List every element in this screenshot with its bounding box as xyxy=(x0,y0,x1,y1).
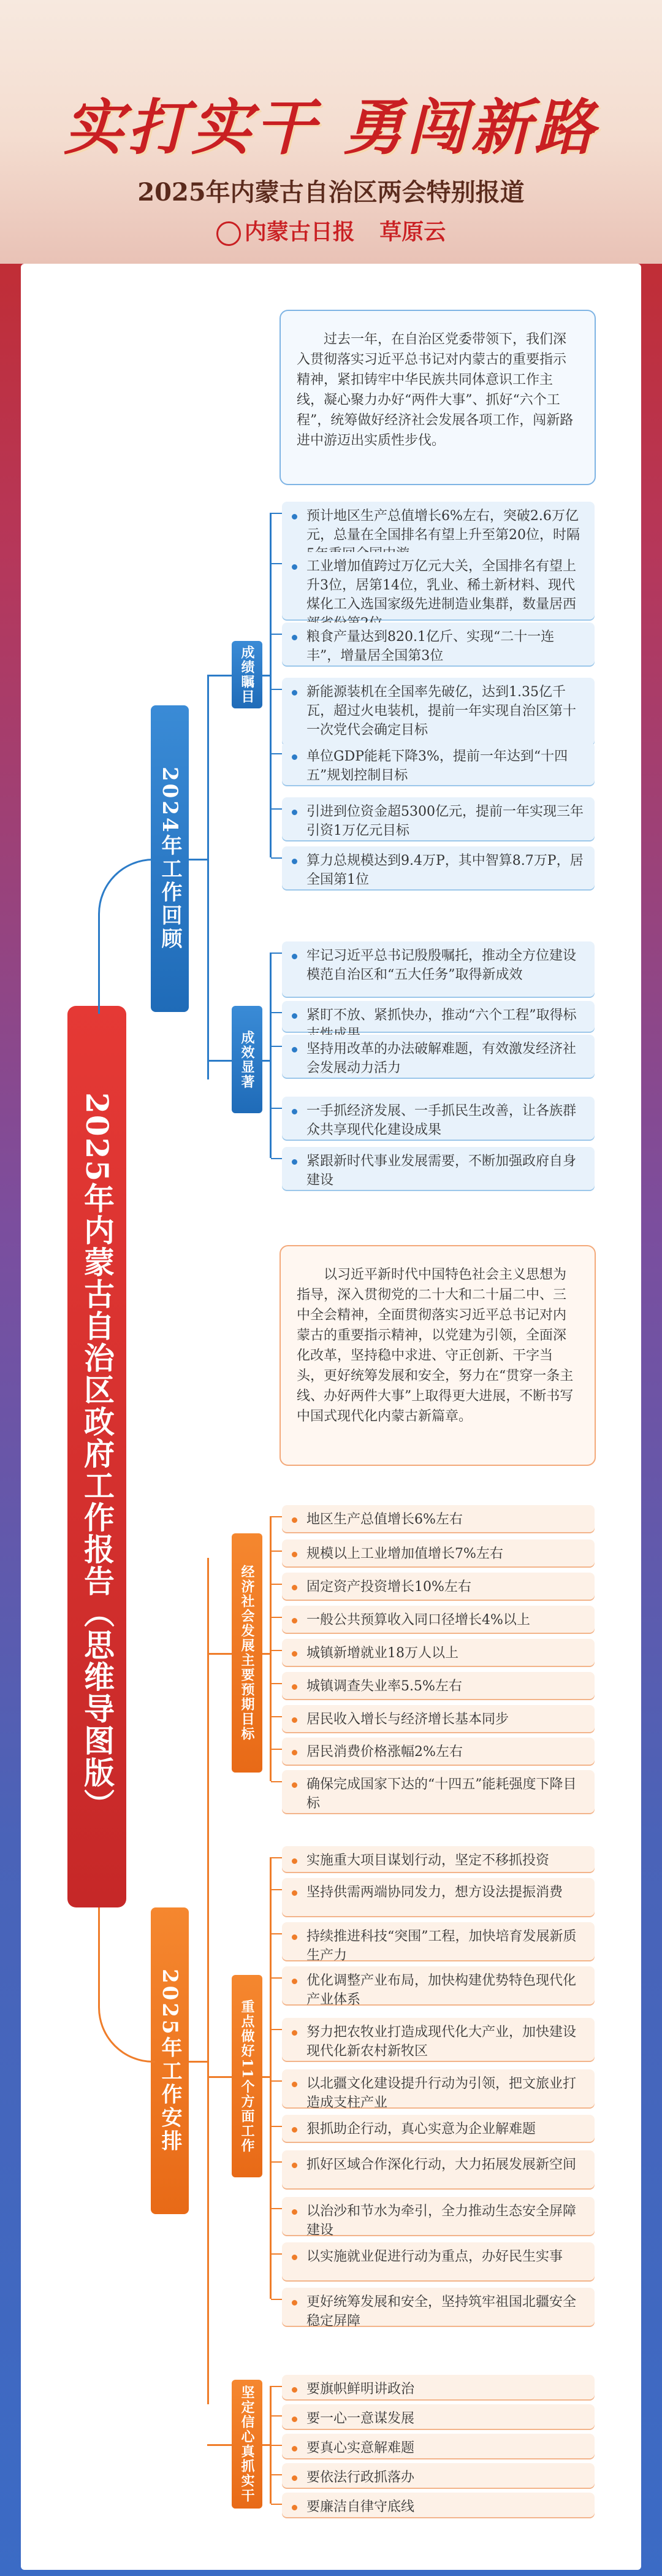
item-text: 居民收入增长与经济增长基本同步 xyxy=(306,1712,509,1727)
bullet-dot-icon xyxy=(292,1552,297,1557)
newspaper-logo-icon xyxy=(216,221,241,246)
bullet-dot-icon xyxy=(292,1934,297,1940)
section1-items-line-0 xyxy=(270,513,272,857)
section1-list-item xyxy=(282,1147,595,1190)
item-text: 一手抓经济发展、一手抓民生改善，让各族群众共享现代化建设成果 xyxy=(306,1103,577,1138)
item-text: 城镇新增就业18万人以上 xyxy=(306,1646,458,1661)
item-text: 单位GDP能耗下降3%，提前一年达到“十四五”规划控制目标 xyxy=(306,749,568,783)
item-text: 粮食产量达到820.1亿斤、实现“二十一连丰”，增量居全国第3位 xyxy=(306,629,555,664)
item-text: 地区生产总值增长6%左右 xyxy=(306,1512,463,1527)
banner-title: 实打实干 勇闯新路 xyxy=(63,93,599,163)
section1-list-item xyxy=(282,1001,595,1032)
section1-group-stub-1 xyxy=(262,1060,271,1062)
section1-group-label-1: 成效显著 xyxy=(232,1006,262,1113)
bullet-dot-icon xyxy=(292,690,297,696)
section2-list-item xyxy=(282,2404,595,2429)
media-logos xyxy=(0,215,662,246)
section2-list-item xyxy=(282,1846,595,1872)
bullet-dot-icon xyxy=(292,2475,297,2481)
section2-trunk-line xyxy=(207,1558,209,2404)
section2-list-item xyxy=(282,2150,595,2188)
section2-item-connector xyxy=(271,2415,282,2417)
section1-intro: 过去一年，在自治区党委带领下，我们深入贯彻落实习近平总书记对内蒙古的重要指示精神，紧扣铸牢中华民族共同体意识工作主线，凝心聚力办好“两件大事”、抓好“六个工程”，统筹做好经济社会发展各项工作，闯新路进中游迈出实质性步伐。 xyxy=(280,310,596,485)
item-text: 以北疆文化建设提升行动为引领，把文旅业打造成支柱产业 xyxy=(306,2076,577,2110)
bullet-dot-icon xyxy=(292,1684,297,1690)
section2-list-item xyxy=(282,2069,595,2110)
section2-item-connector xyxy=(271,2253,282,2255)
section1-list-item xyxy=(282,941,595,997)
bullet-dot-icon xyxy=(292,1890,297,1896)
section2-list-item xyxy=(282,2288,595,2329)
section2-item-connector xyxy=(271,1551,282,1552)
section2-item-connector xyxy=(271,1516,282,1517)
section1-list-item xyxy=(282,678,595,745)
section2-item-connector xyxy=(271,1977,282,1979)
item-text: 努力把农牧业打造成现代化大产业，加快建设现代化新农村新牧区 xyxy=(306,2025,577,2059)
section2-item-connector xyxy=(271,2299,282,2300)
section2-item-connector xyxy=(271,2126,282,2127)
bullet-dot-icon xyxy=(292,2417,297,2422)
section1-list-item xyxy=(282,1035,595,1078)
item-text: 抓好区域合作深化行动，大力拓展发展新空间 xyxy=(306,2157,577,2172)
banner-subtitle: 2025年内蒙古自治区两会特别报道 xyxy=(137,178,525,207)
item-text: 要一心一意谋发展 xyxy=(306,2411,415,2426)
item-text: 新能源装机在全国率先破亿，达到1.35亿千瓦，超过火电装机，提前一年实现自治区第十一次党代会确定目标 xyxy=(306,684,577,738)
bullet-dot-icon xyxy=(292,2505,297,2510)
section2-item-connector xyxy=(271,1584,282,1585)
section1-trunk-line xyxy=(207,675,209,1079)
bullet-dot-icon xyxy=(292,1858,297,1864)
item-text: 要真心实意解难题 xyxy=(306,2440,415,2456)
section2-list-item xyxy=(282,1922,595,1963)
section1-list-item xyxy=(282,797,595,840)
bullet-dot-icon xyxy=(292,1750,297,1755)
item-text: 算力总规模达到9.4万P，其中智算8.7万P，居全国第1位 xyxy=(306,853,584,887)
section1-group-label-0: 成绩瞩目 xyxy=(232,641,262,708)
section2-item-connector xyxy=(271,2208,282,2209)
section1-item-connector xyxy=(271,563,282,564)
bullet-dot-icon xyxy=(292,859,297,864)
section2-list-item xyxy=(282,2434,595,2458)
item-text: 优化调整产业布局，加快构建优势特色现代化产业体系 xyxy=(306,1973,577,2007)
section2-list-item xyxy=(282,1738,595,1765)
section2-item-connector xyxy=(271,1749,282,1750)
section2-list-item xyxy=(282,2463,595,2488)
item-text: 预计地区生产总值增长6%左右，突破2.6万亿元，总量在全国排名有望上升至第20位，时隔 xyxy=(306,508,580,543)
bullet-dot-icon xyxy=(292,810,297,815)
section2-list-item xyxy=(282,1878,595,1916)
section2-group-link-0 xyxy=(207,1653,232,1655)
item-text: 狠抓助企行动，真心实意为企业解难题 xyxy=(306,2122,536,2137)
section2-title: 2025年工作安排 xyxy=(151,1907,189,2214)
item-text: 城镇调查失业率5.5%左右 xyxy=(306,1679,462,1694)
center-title: 2025年内蒙古自治区政府工作报告（思维导图版） xyxy=(67,1006,126,1907)
bullet-dot-icon xyxy=(292,1013,297,1019)
section2-list-item xyxy=(282,1573,595,1600)
section2-list-item xyxy=(282,1505,595,1532)
bullet-dot-icon xyxy=(292,1109,297,1114)
section1-item-connector xyxy=(271,753,282,754)
section2-list-item xyxy=(282,1639,595,1666)
bullet-dot-icon xyxy=(292,2163,297,2168)
section2-group-label-1: 重点做好11个方面工作 xyxy=(232,1975,262,2177)
section1-list-item xyxy=(282,552,595,619)
section2-intro: 以习近平新时代中国特色社会主义思想为指导，深入贯彻党的二十大和二十届二中、三中全会精神，全面贯彻落实习近平总书记对内蒙古的重要指示精神，以党建为引领，全面深化改革，坚持稳中求进、守正创新、干字当头，更好统筹发展和安全，努力在“贯穿一条主线、办好两件大事”上取得更大进展，不断书写中国式现代化内蒙古新篇章。 xyxy=(280,1245,596,1466)
section2-item-connector xyxy=(271,2386,282,2387)
bullet-dot-icon xyxy=(292,2446,297,2451)
bullet-dot-icon xyxy=(292,1782,297,1788)
item-text: 实施重大项目谋划行动，坚定不移抓投资 xyxy=(306,1853,550,1868)
bullet-dot-icon xyxy=(292,1047,297,1052)
section1-list-item xyxy=(282,623,595,665)
section2-group-stub-1 xyxy=(262,2076,271,2078)
section1-item-connector xyxy=(271,1158,282,1159)
section1-item-connector xyxy=(271,1108,282,1109)
bullet-dot-icon xyxy=(292,1517,297,1523)
bullet-dot-icon xyxy=(292,1585,297,1590)
section1-item-connector xyxy=(271,953,282,954)
bullet-dot-icon xyxy=(292,1979,297,1984)
item-text: 紧跟新时代事业发展需要，不断加强政府自身建设 xyxy=(306,1154,577,1188)
bullet-dot-icon xyxy=(292,2387,297,2393)
section1-item-connector xyxy=(271,1012,282,1013)
section2-list-item xyxy=(282,1770,595,1813)
bullet-dot-icon xyxy=(292,2082,297,2087)
section2-group-stub-0 xyxy=(262,1653,271,1655)
section2-list-item xyxy=(282,2242,595,2280)
section1-title: 2024年工作回顾 xyxy=(151,705,189,1012)
logo-left: 内蒙古日报 xyxy=(216,219,355,245)
bullet-dot-icon xyxy=(292,514,297,519)
item-text: 牢记习近平总书记殷殷嘱托，推动全方位建设模范自治区和“五大任务”取得新成效 xyxy=(306,948,577,983)
item-text: 规模以上工业增加值增长7%左右 xyxy=(306,1546,503,1562)
item-text: 一般公共预算收入同口径增长4%以上 xyxy=(306,1612,530,1628)
section2-item-connector xyxy=(271,1857,282,1858)
item-text: 紧盯不放、紧抓快办，推动“六个工程”取得标 xyxy=(306,1008,577,1023)
section2-list-item xyxy=(282,2115,595,2142)
section1-group-link-0 xyxy=(207,675,232,677)
section1-trunk-link xyxy=(189,859,208,861)
bullet-dot-icon xyxy=(292,564,297,570)
bullet-dot-icon xyxy=(292,1159,297,1165)
item-text: 引进到位资金超5300亿元，提前一年实现三年引资1万亿元目标 xyxy=(306,804,584,838)
bullet-dot-icon xyxy=(292,2030,297,2036)
section2-item-connector xyxy=(271,1781,282,1782)
section2-group-label-2: 坚定信心真抓实干 xyxy=(232,2380,262,2509)
header-banner xyxy=(0,0,662,264)
section1-item-connector xyxy=(271,513,282,514)
item-text: 要旗帜鲜明讲政治 xyxy=(306,2382,415,2397)
bullet-dot-icon xyxy=(292,635,297,640)
section2-group-link-1 xyxy=(207,2076,232,2078)
section1-list-item xyxy=(282,742,595,785)
bullet-dot-icon xyxy=(292,1651,297,1657)
section1-items-line-1 xyxy=(270,953,272,1158)
section2-item-connector xyxy=(271,2474,282,2475)
item-text: 固定资产投资增长10%左右 xyxy=(306,1579,471,1595)
section1-list-item xyxy=(282,846,595,889)
section2-list-item xyxy=(282,1606,595,1633)
section1-group-link-1 xyxy=(207,1060,232,1062)
section2-item-connector xyxy=(271,1683,282,1684)
section2-item-connector xyxy=(271,2504,282,2505)
section2-item-connector xyxy=(271,2029,282,2030)
section2-list-item xyxy=(282,1705,595,1732)
item-text: 工业增加值跨过万亿元大关，全国排名有望上升3位，居第14位，乳业、稀土新材料、现代煤化工入选国家级先进制造业集群，数量居西 xyxy=(306,559,577,612)
item-text: 居民消费价格涨幅2%左右 xyxy=(306,1744,463,1760)
item-text: 坚持用改革的办法破解难题，有效激发经济社会发展动力活力 xyxy=(306,1041,577,1076)
section1-item-connector xyxy=(271,689,282,690)
section2-item-connector xyxy=(271,1617,282,1618)
item-text: 要依法行政抓落办 xyxy=(306,2470,415,2485)
section2-items-line-0 xyxy=(270,1516,272,1781)
bullet-dot-icon xyxy=(292,2300,297,2306)
section2-list-item xyxy=(282,1966,595,2007)
item-text: 更好统筹发展和安全，坚持筑牢祖国北疆安全稳定屏障 xyxy=(306,2294,577,2329)
item-text: 持续推进科技“突围”工程，加快培育发展新质生产力 xyxy=(306,1929,577,1963)
section2-list-item xyxy=(282,2375,595,2399)
section1-group-stub-0 xyxy=(262,675,271,677)
bullet-dot-icon xyxy=(292,2127,297,2133)
section2-item-connector xyxy=(271,1650,282,1651)
bullet-dot-icon xyxy=(292,2209,297,2215)
item-text: 以治沙和节水为牵引，全力推动生态安全屏障建设 xyxy=(306,2204,577,2238)
section2-item-connector xyxy=(271,2161,282,2163)
section2-group-stub-2 xyxy=(262,2444,271,2446)
item-text: 要廉洁自律守底线 xyxy=(306,2499,415,2515)
bullet-dot-icon xyxy=(292,1618,297,1623)
section2-item-connector xyxy=(271,1933,282,1934)
section1-item-connector xyxy=(271,1046,282,1047)
item-text: 确保完成国家下达的“十四五”能耗强度下降目标 xyxy=(306,1777,577,1811)
section2-list-item xyxy=(282,1672,595,1699)
section1-item-connector xyxy=(271,634,282,635)
bullet-dot-icon xyxy=(292,754,297,760)
section2-list-item xyxy=(282,2197,595,2238)
section2-group-link-2 xyxy=(207,2444,232,2446)
section2-trunk-link xyxy=(189,2061,208,2063)
section2-list-item xyxy=(282,2493,595,2517)
logo-right: 草原云 xyxy=(379,219,446,245)
section2-group-label-0: 经济社会发展主要预期目标 xyxy=(232,1533,262,1773)
section1-item-connector xyxy=(271,808,282,810)
section1-item-connector xyxy=(271,857,282,859)
section2-list-item xyxy=(282,2018,595,2061)
section2-item-connector xyxy=(271,1889,282,1890)
item-text: 以实施就业促进行动为重点，办好民生实事 xyxy=(306,2249,563,2264)
section2-items-line-1 xyxy=(270,1857,272,2299)
section2-item-connector xyxy=(271,2445,282,2446)
section2-item-connector xyxy=(271,1716,282,1717)
item-text: 坚持供需两端协同发力，想方设法提振消费 xyxy=(306,1885,563,1900)
section1-list-item xyxy=(282,1097,595,1140)
section2-list-item xyxy=(282,1539,595,1566)
bullet-dot-icon xyxy=(292,1717,297,1723)
bullet-dot-icon xyxy=(292,2255,297,2260)
section2-item-connector xyxy=(271,2080,282,2082)
bullet-dot-icon xyxy=(292,954,297,959)
